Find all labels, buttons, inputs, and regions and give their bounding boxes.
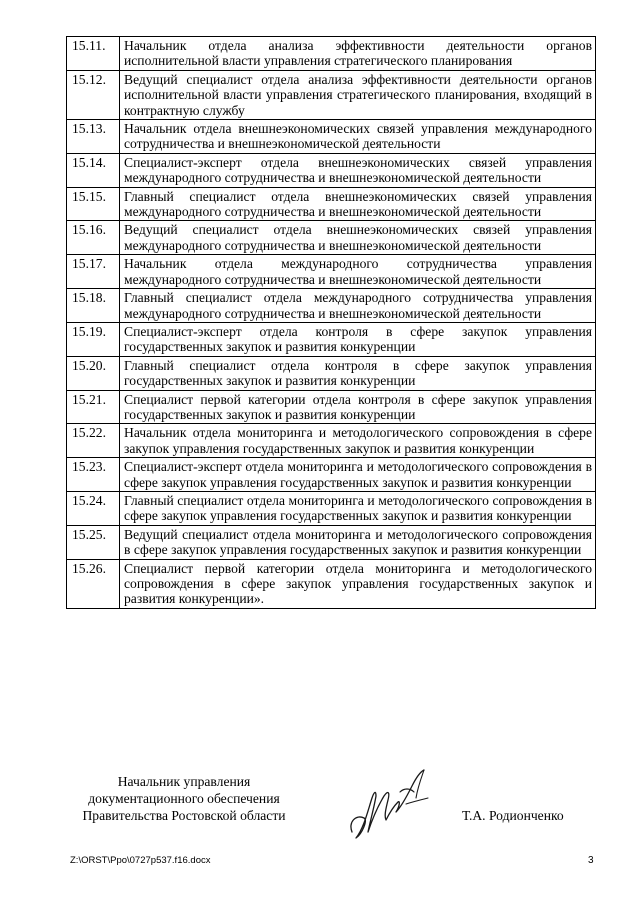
- positions-table: [66, 36, 596, 609]
- row-position-title: Ведущий специалист отдела внешнеэкономических связей управления международного сотрудничества и внешнеэкономической деятельности: [120, 221, 596, 255]
- table-row: [67, 153, 596, 187]
- table-row: [67, 37, 596, 71]
- row-position-title: Специалист первой категории отдела мониторинга и методологического сопровождения в сфере закупок управления государственных закупок и развития конкуренции».: [120, 559, 596, 608]
- row-number: 15.12.: [67, 70, 120, 119]
- signer-title-line-3: Правительства Ростовской области: [82, 808, 286, 823]
- row-position-title: Главный специалист отдела контроля в сфере закупок управления государственных закупок и развития конкуренции: [120, 356, 596, 390]
- row-position-title: Начальник отдела мониторинга и методологического сопровождения в сфере закупок управления государственных закупок и развития конкуренции: [120, 424, 596, 458]
- table-row: [67, 70, 596, 119]
- table-row: [67, 255, 596, 289]
- row-number: 15.14.: [67, 153, 120, 187]
- row-number: 15.17.: [67, 255, 120, 289]
- row-number: 15.22.: [67, 424, 120, 458]
- table-row: [67, 458, 596, 492]
- row-number: 15.21.: [67, 390, 120, 424]
- row-number: 15.15.: [67, 187, 120, 221]
- table-row: [67, 322, 596, 356]
- row-position-title: Начальник отдела внешнеэкономических связей управления международного сотрудничества и внешнеэкономической деятельности: [120, 120, 596, 154]
- table-row: [67, 120, 596, 154]
- table-row: [67, 221, 596, 255]
- row-number: 15.13.: [67, 120, 120, 154]
- positions-table-body: [67, 37, 596, 609]
- row-number: 15.23.: [67, 458, 120, 492]
- row-position-title: Главный специалист отдела международного сотрудничества управления международного сотрудничества и внешнеэкономической деятельности: [120, 289, 596, 323]
- row-position-title: Ведущий специалист отдела мониторинга и методологического сопровождения в сфере закупок управления государственных закупок и развития конкуренции: [120, 525, 596, 559]
- table-row: [67, 356, 596, 390]
- row-number: 15.19.: [67, 322, 120, 356]
- row-number: 15.16.: [67, 221, 120, 255]
- footer-file-path: Z:\ORST\Ppo\0727p537.f16.docx: [70, 855, 211, 866]
- row-number: 15.25.: [67, 525, 120, 559]
- table-row: [67, 289, 596, 323]
- row-position-title: Специалист-эксперт отдела мониторинга и методологического сопровождения в сфере закупок управления государственных закупок и развития конкуренции: [120, 458, 596, 492]
- row-number: 15.11.: [67, 37, 120, 71]
- table-row: [67, 424, 596, 458]
- signer-name: Т.А. Родионченко: [462, 808, 564, 823]
- signer-title-line-1: Начальник управления: [117, 774, 251, 789]
- row-position-title: Специалист-эксперт отдела контроля в сфере закупок управления государственных закупок и развития конкуренции: [120, 322, 596, 356]
- handwritten-signature: [338, 762, 458, 848]
- row-number: 15.26.: [67, 559, 120, 608]
- row-position-title: Специалист-эксперт отдела внешнеэкономических связей управления международного сотрудничества и внешнеэкономической деятельности: [120, 153, 596, 187]
- table-row: [67, 187, 596, 221]
- row-position-title: Главный специалист отдела внешнеэкономических связей управления международного сотрудничества и внешнеэкономической деятельности: [120, 187, 596, 221]
- row-position-title: Начальник отдела международного сотрудничества управления международного сотрудничества и внешнеэкономической деятельности: [120, 255, 596, 289]
- row-position-title: Главный специалист отдела мониторинга и методологического сопровождения в сфере закупок управления государственных закупок и развития конкуренции: [120, 491, 596, 525]
- table-row: [67, 491, 596, 525]
- signer-title-line-2: документационного обеспечения: [88, 791, 280, 806]
- row-position-title: Специалист первой категории отдела контроля в сфере закупок управления государственных закупок и развития конкуренции: [120, 390, 596, 424]
- signer-title: [66, 773, 302, 824]
- row-position-title: Начальник отдела анализа эффективности деятельности органов исполнительной власти управления стратегического планирования: [120, 37, 596, 71]
- page-number: 3: [588, 855, 594, 866]
- table-row: [67, 559, 596, 608]
- table-row: [67, 525, 596, 559]
- table-row: [67, 390, 596, 424]
- row-number: 15.24.: [67, 491, 120, 525]
- row-number: 15.20.: [67, 356, 120, 390]
- row-position-title: Ведущий специалист отдела анализа эффективности деятельности органов исполнительной власти управления стратегического планирования, входящий в контрактную службу: [120, 70, 596, 119]
- row-number: 15.18.: [67, 289, 120, 323]
